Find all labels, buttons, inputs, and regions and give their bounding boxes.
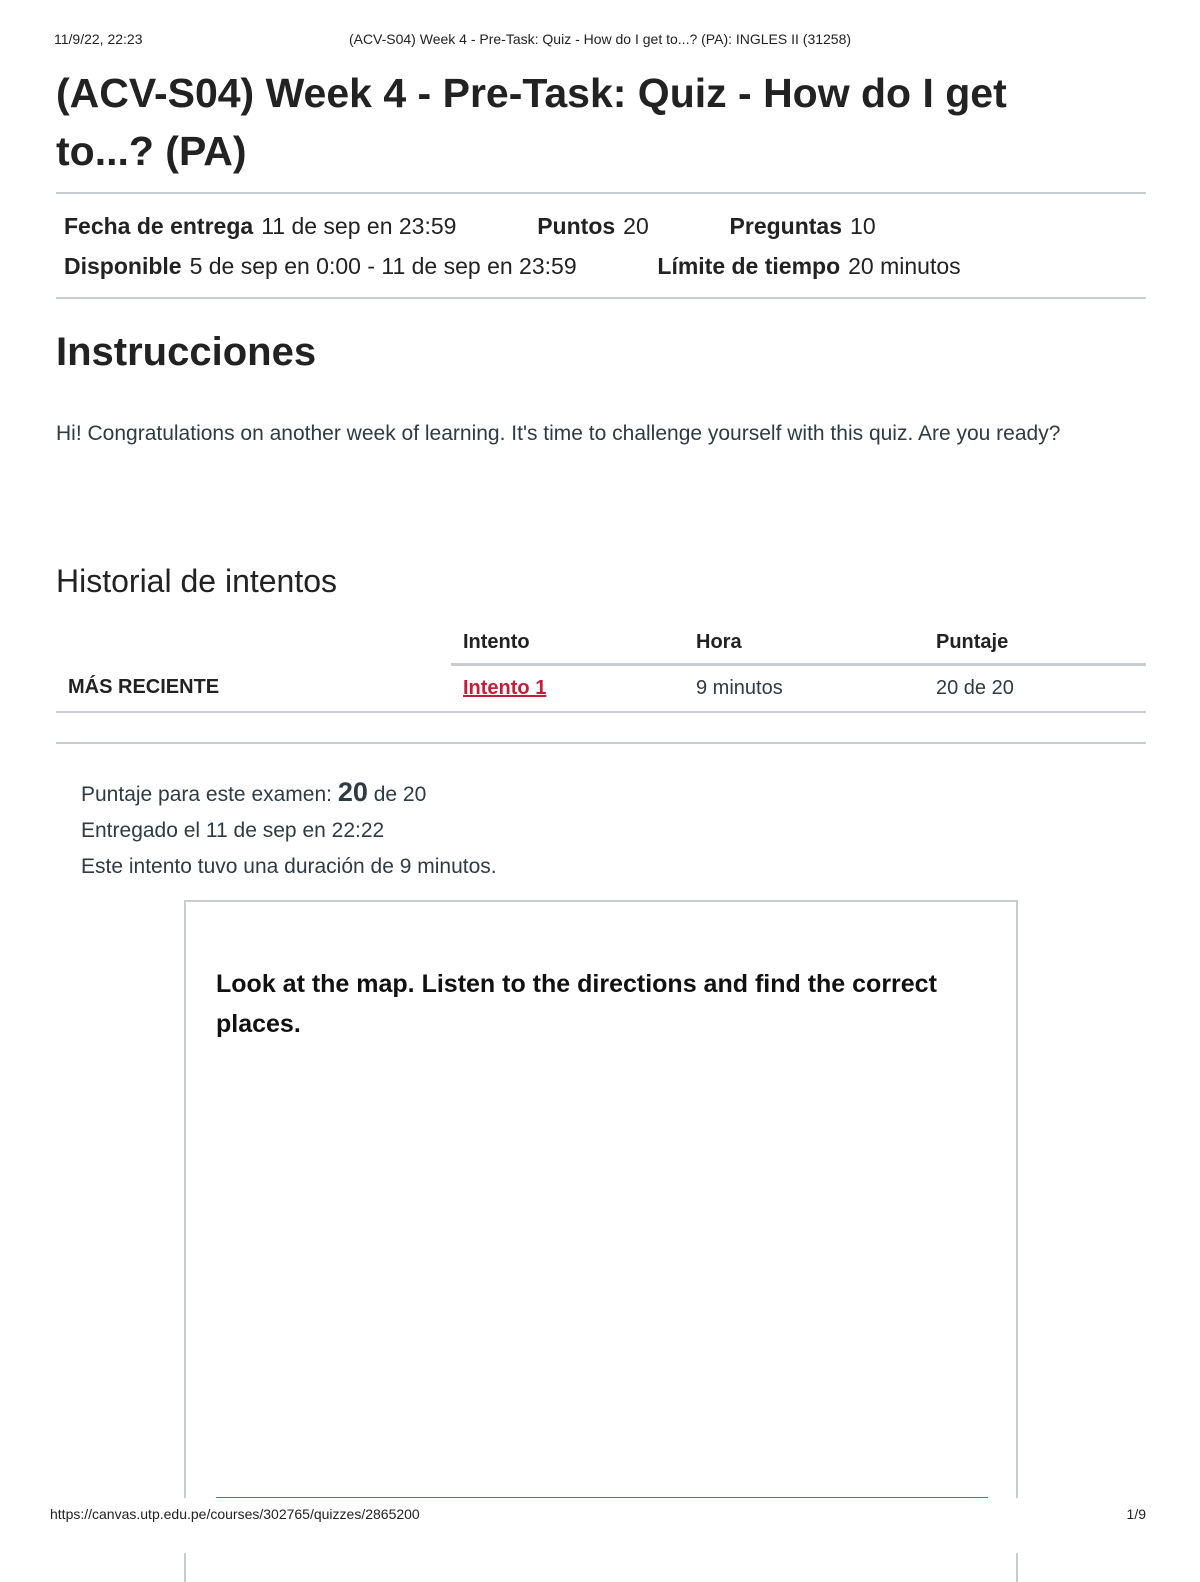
meta-divider xyxy=(56,297,1146,299)
attempt-time: 9 minutos xyxy=(684,665,924,713)
submitted-date: Entregado el 11 de sep en 22:22 xyxy=(81,819,385,842)
table-row xyxy=(56,665,1146,713)
quiz-score: Puntaje para este examen: 20 de 20 xyxy=(81,777,427,807)
attempt-cell xyxy=(451,665,684,713)
column-header-attempt: Intento xyxy=(451,622,684,665)
column-header-time: Hora xyxy=(684,622,924,665)
instructions-heading: Instrucciones xyxy=(56,330,317,374)
page-number: 1/9 xyxy=(1126,1506,1146,1522)
attempt-score: 20 de 20 xyxy=(924,665,1146,713)
question-text: Look at the map. Listen to the directions and find the correct places. xyxy=(216,970,937,1038)
print-url: https://canvas.utp.edu.pe/courses/302765/quizzes/2865200 xyxy=(50,1506,420,1522)
page-title: (ACV-S04) Week 4 - Pre-Task: Quiz - How do I get to...? (PA) xyxy=(56,70,1007,174)
history-divider xyxy=(56,742,1146,744)
column-header-blank xyxy=(56,622,451,665)
table-header-row xyxy=(56,622,1146,665)
score-value: 20 xyxy=(337,777,368,807)
time-limit: Límite de tiempo 20 minutos xyxy=(657,253,961,279)
print-date: 11/9/22, 22:23 xyxy=(54,31,143,47)
attempt-history-table xyxy=(56,622,1146,713)
attempt-1-link[interactable]: Intento 1 xyxy=(463,677,547,699)
title-divider xyxy=(56,192,1146,194)
print-doc-title: (ACV-S04) Week 4 - Pre-Task: Quiz - How do I get to...? (PA): INGLES II (31258) xyxy=(348,31,852,47)
availability: Disponible 5 de sep en 0:00 - 11 de sep en 23:59 xyxy=(64,253,577,279)
quiz-meta-row-2 xyxy=(64,252,961,280)
print-header xyxy=(54,31,1146,49)
quiz-meta-row-1 xyxy=(64,212,876,240)
questions-count: Preguntas 10 xyxy=(729,213,876,239)
attempt-history-heading: Historial de intentos xyxy=(56,563,338,599)
score-summary xyxy=(81,774,497,885)
attempt-duration: Este intento tuvo una duración de 9 minutos. xyxy=(81,855,497,878)
print-footer xyxy=(50,1506,1146,1524)
column-header-score: Puntaje xyxy=(924,622,1146,665)
instructions-text: Hi! Congratulations on another week of learning. It's time to challenge yourself with this quiz. Are you ready? xyxy=(56,422,1061,445)
points: Puntos 20 xyxy=(537,213,649,239)
question-card xyxy=(184,900,1018,1582)
due-date: Fecha de entrega 11 de sep en 23:59 xyxy=(64,213,457,239)
attempt-row-label: MÁS RECIENTE xyxy=(56,665,451,713)
